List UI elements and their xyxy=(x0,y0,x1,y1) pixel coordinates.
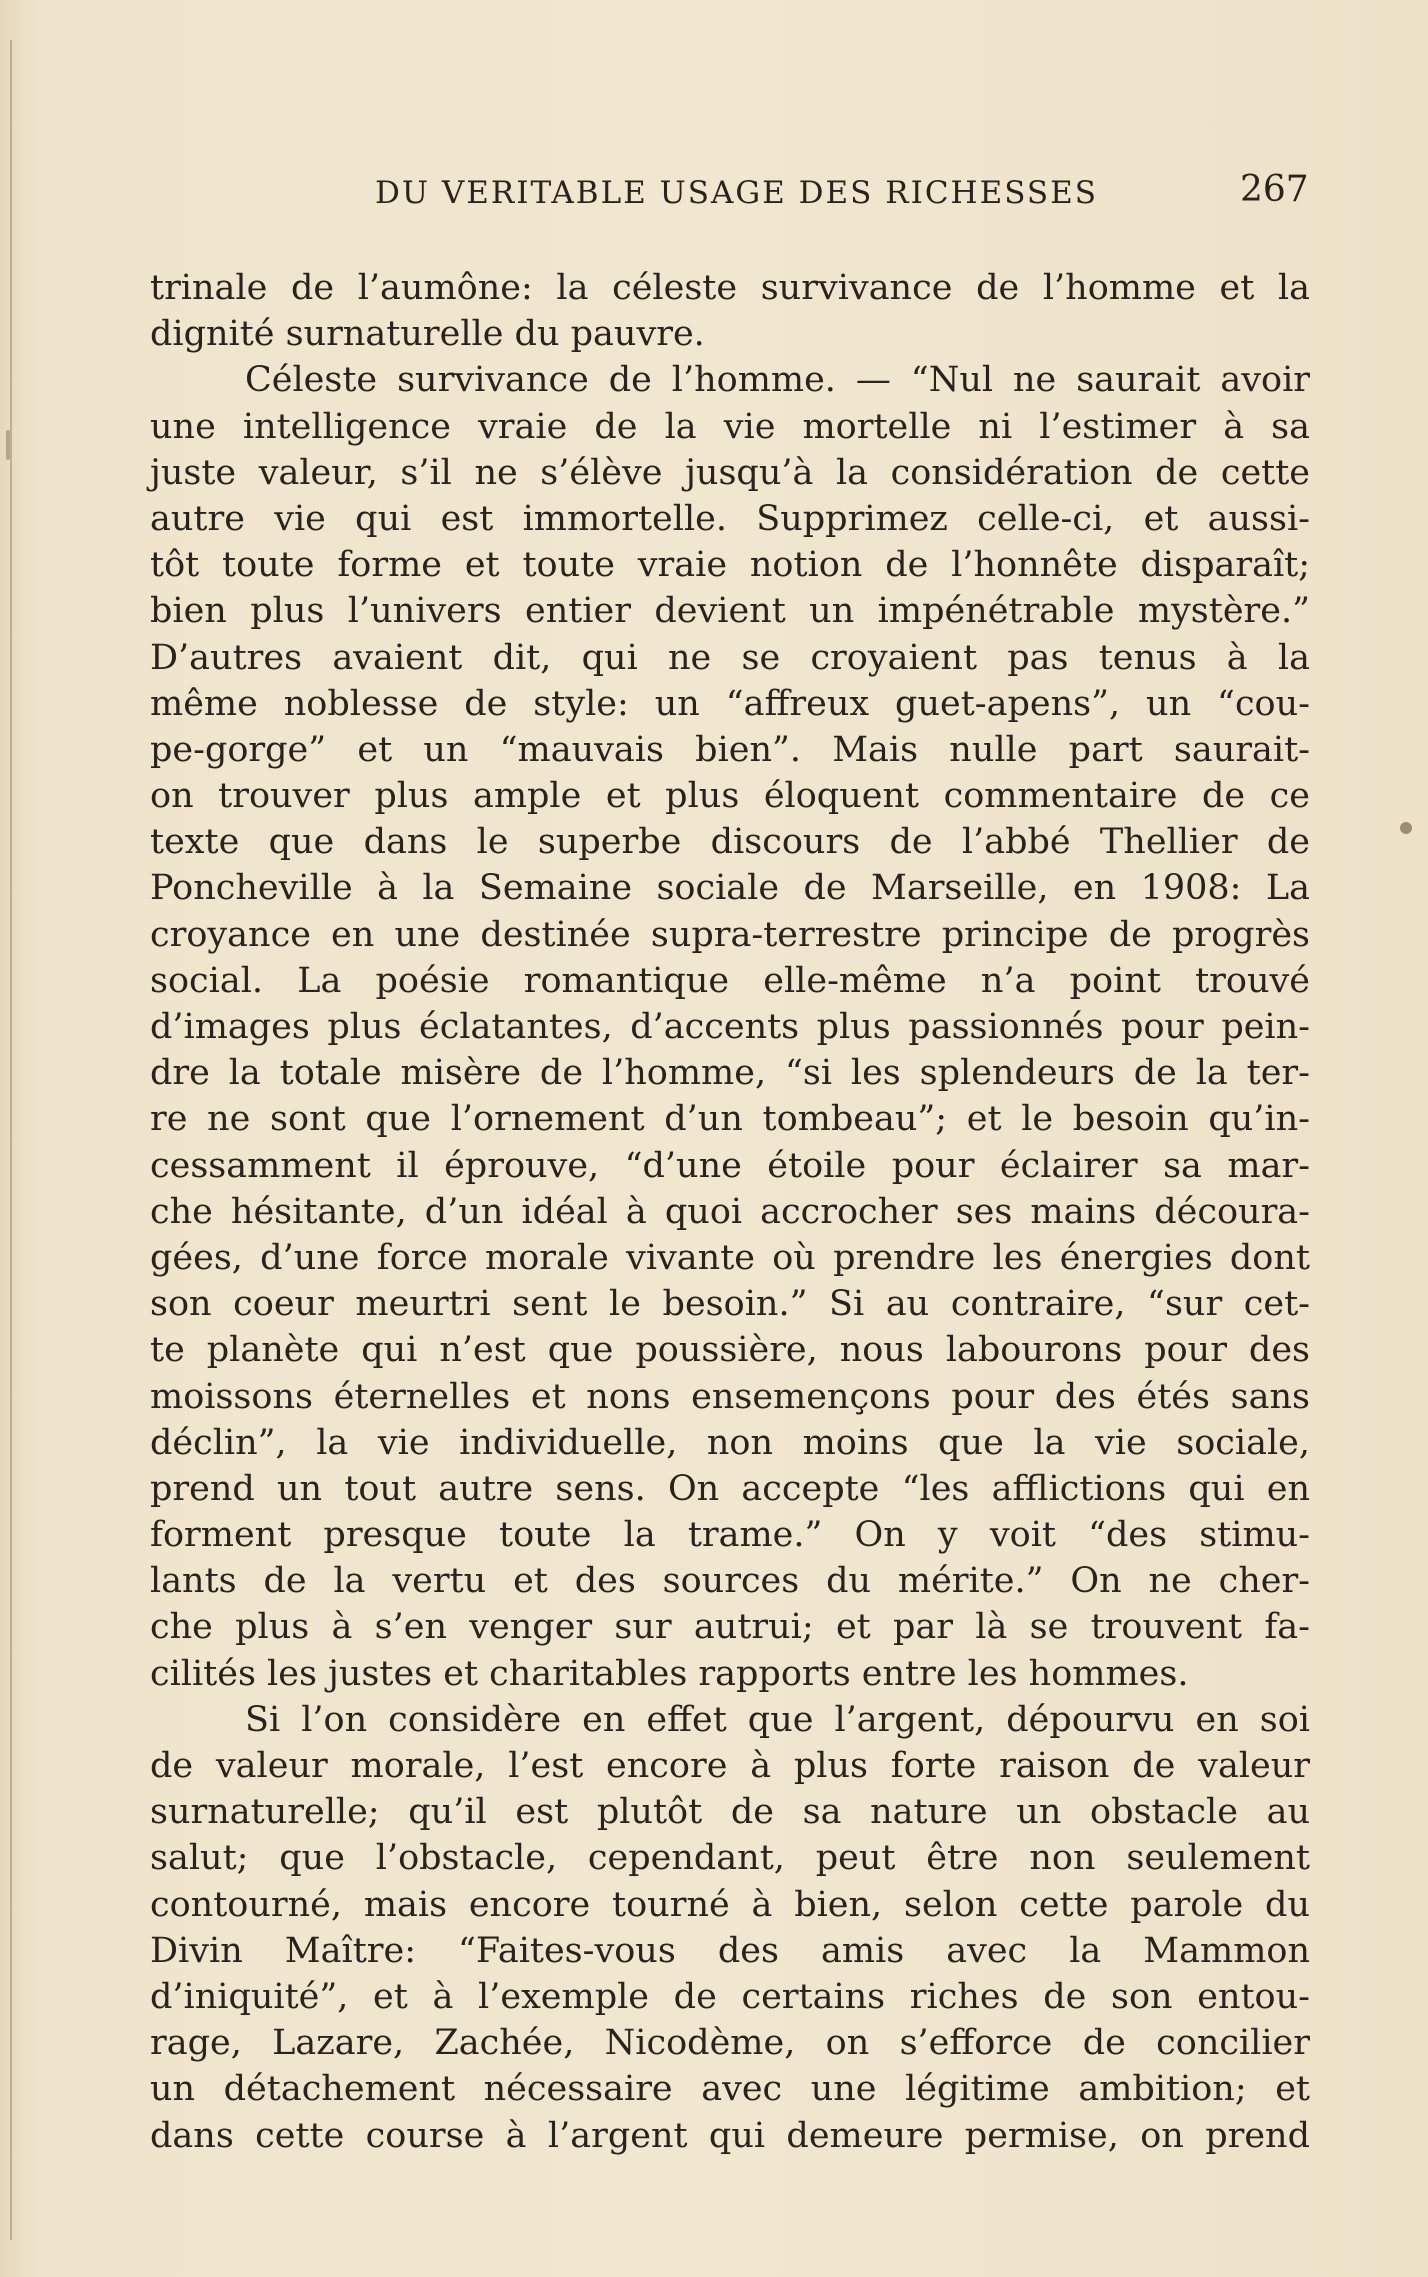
text-line: dans cette course à l’argent qui demeure permise, on prend xyxy=(150,2115,1310,2156)
text-line: bien plus l’univers entier devient un impénétrable mystère.” xyxy=(150,591,1310,632)
text-line: son coeur meurtri sent le besoin.” Si au contraire, “sur cet- xyxy=(150,1284,1310,1325)
text-line: Poncheville à la Semaine sociale de Marseille, en 1908: La xyxy=(150,868,1310,909)
text-line: lants de la vertu et des sources du mérite.” On ne cher- xyxy=(150,1561,1310,1602)
margin-mark xyxy=(6,430,10,460)
text-line: Divin Maître: “Faites-vous des amis avec la Mammon xyxy=(150,1930,1310,1971)
text-line: contourné, mais encore tourné à bien, selon cette parole du xyxy=(150,1884,1310,1925)
text-line: on trouver plus ample et plus éloquent commentaire de ce xyxy=(150,776,1310,817)
text-line: d’images plus éclatantes, d’accents plus passionnés pour pein- xyxy=(150,1007,1310,1047)
text-line: texte que dans le superbe discours de l’abbé Thellier de xyxy=(150,822,1310,863)
text-line: forment presque toute la trame.” On y voit “des stimu- xyxy=(150,1515,1310,1556)
text-line: Céleste survivance de l’homme. — “Nul ne saurait avoir xyxy=(245,360,1310,401)
text-line: D’autres avaient dit, qui ne se croyaient pas tenus à la xyxy=(150,637,1310,678)
page-header xyxy=(0,169,1428,225)
text-line: prend un tout autre sens. On accepte “les afflictions qui en xyxy=(150,1468,1310,1509)
text-line: re ne sont que l’ornement d’un tombeau”; et le besoin qu’in- xyxy=(150,1099,1310,1140)
page-edge-rule xyxy=(10,40,12,2240)
page-number: 267 xyxy=(1240,169,1309,210)
text-line: cilités les justes et charitables rapports entre les hommes. xyxy=(150,1653,1189,1694)
text-line: che plus à s’en venger sur autrui; et par là se trouvent fa- xyxy=(150,1607,1310,1648)
text-line: surnaturelle; qu’il est plutôt de sa nature un obstacle au xyxy=(150,1792,1310,1833)
text-line: dignité surnaturelle du pauvre. xyxy=(150,314,705,355)
text-line: rage, Lazare, Zachée, Nicodème, on s’efforce de concilier xyxy=(150,2023,1310,2064)
text-line: te planète qui n’est que poussière, nous labourons pour des xyxy=(150,1330,1310,1371)
ink-stain xyxy=(1400,822,1412,834)
text-line: un détachement nécessaire avec une légitime ambition; et xyxy=(150,2069,1310,2110)
text-line: moissons éternelles et nons ensemençons pour des étés sans xyxy=(150,1376,1310,1417)
text-line: pe-gorge” et un “mauvais bien”. Mais nulle part saurait- xyxy=(150,729,1310,770)
text-line: trinale de l’aumône: la céleste survivance de l’homme et la xyxy=(150,268,1310,308)
text-line: même noblesse de style: un “affreux guet-apens”, un “cou- xyxy=(150,683,1310,724)
text-line: juste valeur, s’il ne s’élève jusqu’à la considération de cette xyxy=(150,452,1310,493)
text-line: autre vie qui est immortelle. Supprimez celle-ci, et aussi- xyxy=(150,498,1310,539)
text-line: gées, d’une force morale vivante où prendre les énergies dont xyxy=(150,1237,1310,1278)
running-title: DU VERITABLE USAGE DES RICHESSES xyxy=(375,175,1098,211)
text-line: che hésitante, d’un idéal à quoi accrocher ses mains découra- xyxy=(150,1191,1310,1232)
text-line: tôt toute forme et toute vraie notion de l’honnête disparaît; xyxy=(150,545,1310,586)
text-line: d’iniquité”, et à l’exemple de certains riches de son entou- xyxy=(150,1976,1310,2017)
text-line: salut; que l’obstacle, cependant, peut être non seulement xyxy=(150,1838,1310,1879)
text-line: de valeur morale, l’est encore à plus forte raison de valeur xyxy=(150,1746,1310,1786)
body-text xyxy=(150,265,1310,2159)
text-line: cessamment il éprouve, “d’une étoile pour éclairer sa mar- xyxy=(150,1145,1310,1186)
text-line: une intelligence vraie de la vie mortelle ni l’estimer à sa xyxy=(150,406,1310,447)
text-line: croyance en une destinée supra-terrestre principe de progrès xyxy=(150,914,1310,955)
text-line: social. La poésie romantique elle-même n’a point trouvé xyxy=(150,960,1310,1001)
text-line: Si l’on considère en effet que l’argent, dépourvu en soi xyxy=(245,1699,1310,1740)
text-line: déclin”, la vie individuelle, non moins que la vie sociale, xyxy=(150,1422,1310,1463)
text-line: dre la totale misère de l’homme, “si les splendeurs de la ter- xyxy=(150,1053,1310,1094)
